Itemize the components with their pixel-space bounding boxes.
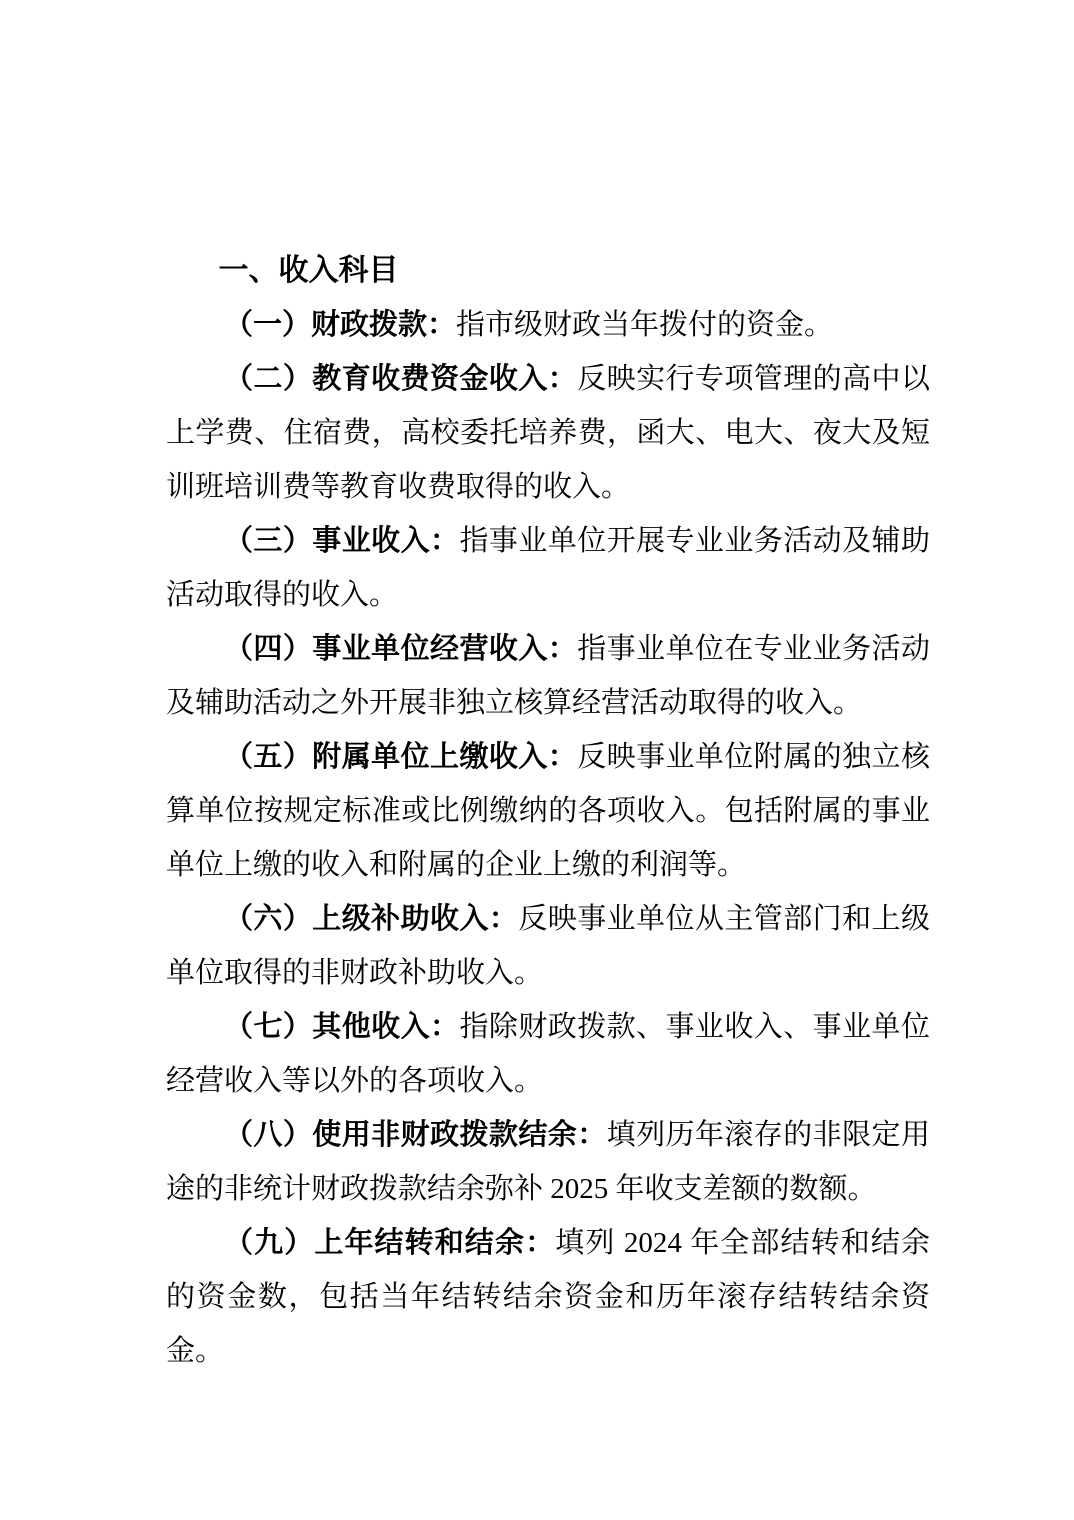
- paragraph-8-text: 填列历年滚存的非限定用途的非统计财政拨款结余弥补 2025 年收支差额的数额。: [166, 1119, 930, 1205]
- paragraph-income-6: [166, 892, 930, 1000]
- paragraph-income-8: [166, 1108, 930, 1216]
- paragraph-income-5: [166, 730, 930, 892]
- paragraph-2-lead: （二）教育收费资金收入：: [224, 363, 578, 395]
- paragraph-4-lead: （四）事业单位经营收入：: [224, 633, 578, 665]
- paragraph-3-text: 指事业单位开展专业业务活动及辅助活动取得的收入。: [166, 525, 930, 611]
- paragraph-3-lead: （三）事业收入：: [224, 525, 460, 557]
- paragraph-1-text: 指市级财政当年拨付的资金。: [456, 309, 834, 341]
- document-body: [166, 244, 930, 1378]
- paragraph-9-lead: （九）上年结转和结余：: [224, 1227, 556, 1259]
- paragraph-income-7: [166, 1000, 930, 1108]
- paragraph-income-2: [166, 352, 930, 514]
- paragraph-7-lead: （七）其他收入：: [224, 1011, 460, 1043]
- paragraph-income-9: [166, 1216, 930, 1378]
- paragraph-income-3: [166, 514, 930, 622]
- paragraph-income-1: [166, 298, 930, 352]
- paragraph-6-lead: （六）上级补助收入：: [224, 903, 519, 935]
- paragraph-5-lead: （五）附属单位上缴收入：: [224, 741, 578, 773]
- paragraph-1-lead: （一）财政拨款：: [224, 309, 457, 341]
- paragraph-9-text: 填列 2024 年全部结转和结余的资金数，包括当年结转结余资金和历年滚存结转结余资金。: [166, 1227, 930, 1367]
- section-heading: 一、收入科目: [218, 254, 399, 287]
- paragraph-7-text: 指除财政拨款、事业收入、事业单位经营收入等以外的各项收入。: [166, 1011, 930, 1097]
- paragraph-5-text: 反映事业单位附属的独立核算单位按规定标准或比例缴纳的各项收入。包括附属的事业单位上缴的收入和附属的企业上缴的利润等。: [166, 741, 930, 881]
- paragraph-2-text: 反映实行专项管理的高中以上学费、住宿费，高校委托培养费，函大、电大、夜大及短训班培训费等教育收费取得的收入。: [166, 363, 930, 503]
- paragraph-8-lead: （八）使用非财政拨款结余：: [224, 1119, 607, 1151]
- paragraph-4-text: 指事业单位在专业业务活动及辅助活动之外开展非独立核算经营活动取得的收入。: [166, 633, 930, 719]
- paragraph-6-text: 反映事业单位从主管部门和上级单位取得的非财政补助收入。: [166, 903, 930, 989]
- paragraph-income-4: [166, 622, 930, 730]
